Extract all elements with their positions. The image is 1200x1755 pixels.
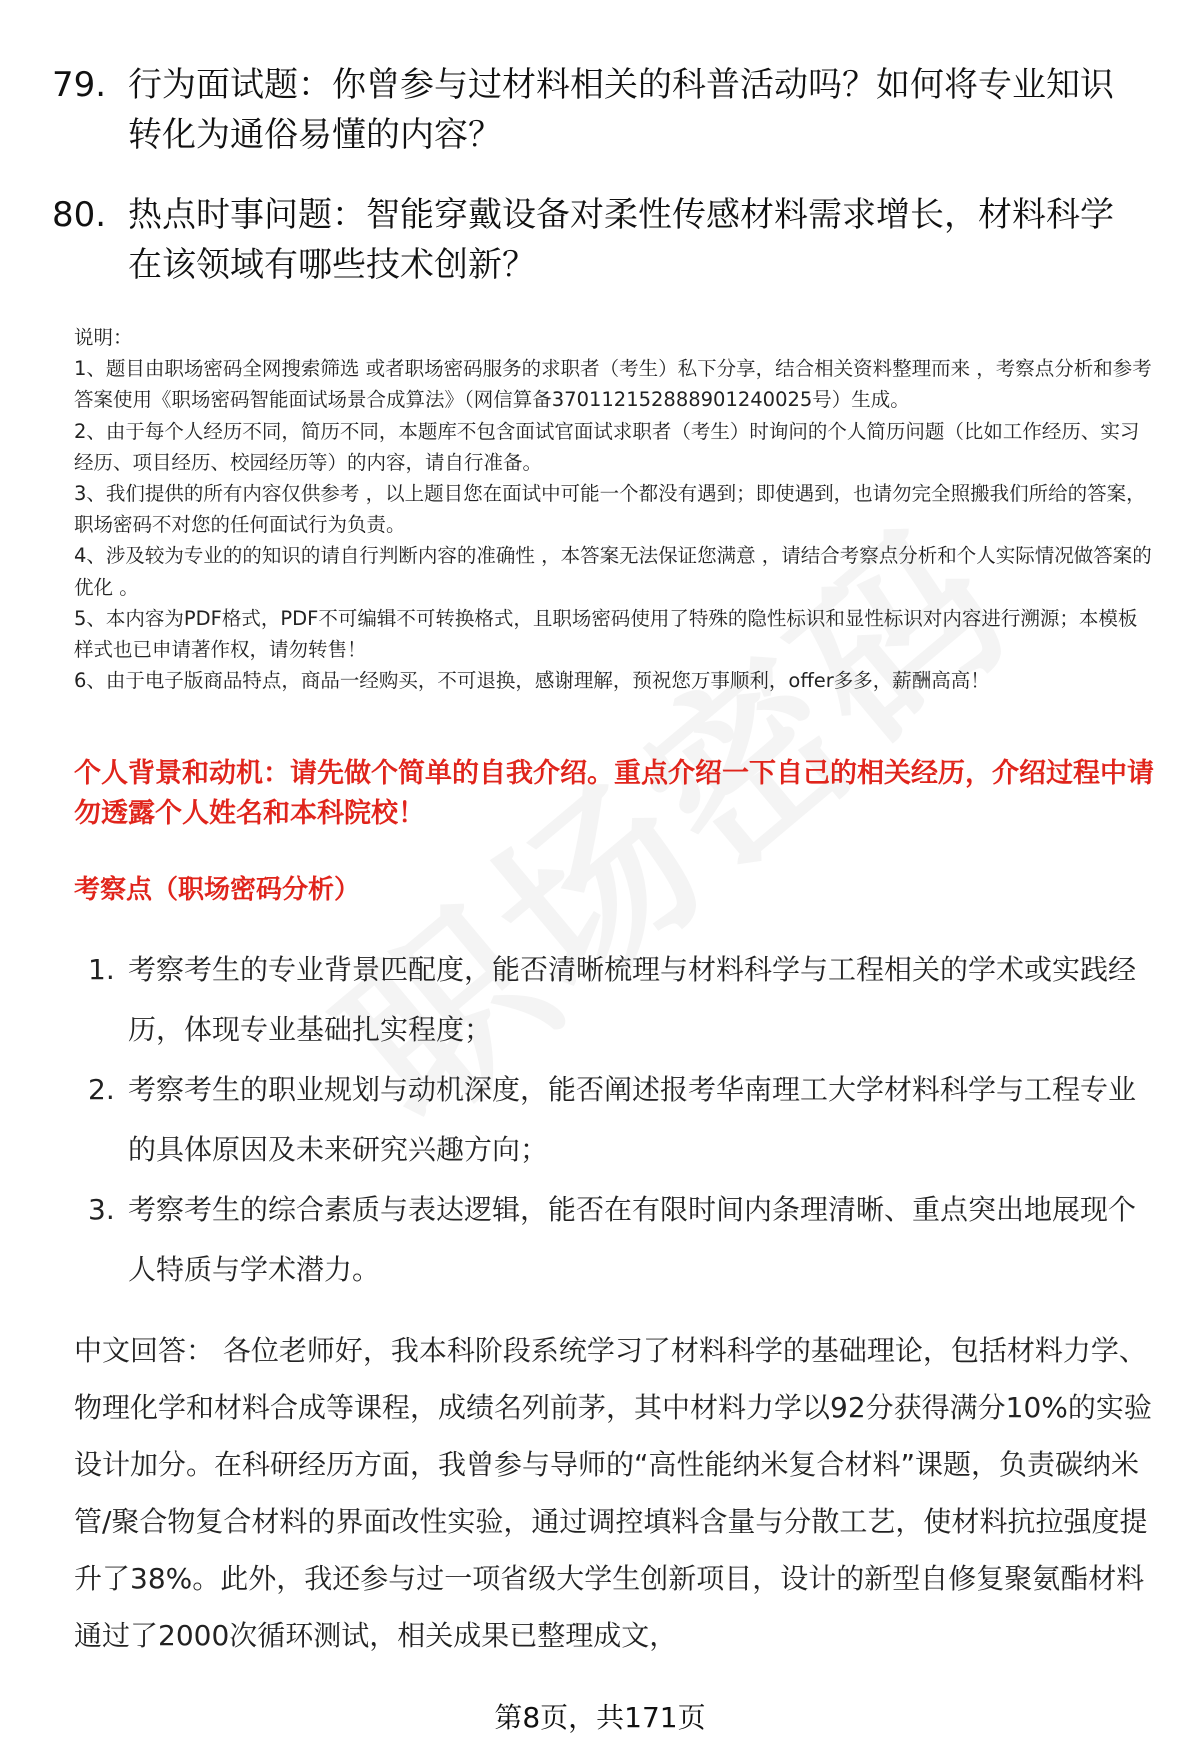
background-question: 个人背景和动机：请先做个简单的自我介绍。重点介绍一下自己的相关经历，介绍过程中请勿透露个人姓名和本科院校！ [74,758,1154,829]
disclaimer-notes [74,322,1154,696]
notes-title: 说明： [74,326,133,349]
key-point-text: 考察考生的专业背景匹配度，能否清晰梳理与材料科学与工程相关的学术或实践经历，体现专业基础扎实程度； [128,953,1137,1046]
key-points-heading: 考察点（职场密码分析） [74,875,361,905]
key-point-number: 1. [88,953,115,986]
note-item: 4、涉及较为专业的的知识的请自行判断内容的准确性 ，本答案无法保证您满意 ，请结合考察点分析和个人实际情况做答案的优化 。 [74,544,1152,599]
key-point [80,940,1150,1060]
key-point [80,1180,1150,1300]
key-point [80,1060,1150,1180]
answer-label: 中文回答： [74,1334,215,1367]
answer-text: 各位老师好，我本科阶段系统学习了材料科学的基础理论，包括材料力学、物理化学和材料合成等课程，成绩名列前茅，其中材料力学以92分获得满分10%的实验设计加分。在科研经历方面，我曾参与导师的“高性能纳米复合材料”课题，负责碳纳米管/聚合物复合材料的界面改性实验，通过调控填料含量与分散工艺，使材料抗拉强度提升了38%。此外，我还参与过一项省级大学生创新项目，设计的新型自修复聚氨酯材料通过了2000次循环测试，相关成果已整理成文， [74,1334,1152,1652]
note-item: 3、我们提供的所有内容仅供参考 ，以上题目您在面试中可能一个都没有遇到；即使遇到，也请勿完全照搬我们所给的答案，职场密码不对您的任何面试行为负责。 [74,482,1146,537]
key-point-number: 3. [88,1193,115,1226]
note-item: 6、由于电子版商品特点，商品一经购买，不可退换，感谢理解，预祝您万事顺利，offer多多，薪酬高高！ [74,669,990,693]
question-text: 热点时事问题：智能穿戴设备对柔性传感材料需求增长，材料科学在该领域有哪些技术创新？ [128,195,1114,285]
answer-block [74,1322,1154,1664]
key-point-text: 考察考生的职业规划与动机深度，能否阐述报考华南理工大学材料科学与工程专业的具体原因及未来研究兴趣方向； [128,1073,1137,1166]
question-text: 行为面试题：你曾参与过材料相关的科普活动吗？如何将专业知识转化为通俗易懂的内容？ [128,65,1114,155]
key-point-text: 考察考生的综合素质与表达逻辑，能否在有限时间内条理清晰、重点突出地展现个人特质与学术潜力。 [128,1193,1137,1286]
question-number: 79. [52,65,107,105]
note-item: 2、由于每个人经历不同，简历不同，本题库不包含面试官面试求职者（考生）时询问的个人简历问题（比如工作经历、实习经历、项目经历、校园经历等）的内容，请自行准备。 [74,419,1140,474]
key-point-number: 2. [88,1073,115,1106]
key-points-list [80,940,1150,1300]
page-footer: 第8页，共171页 [494,1701,706,1734]
note-item: 1、题目由职场密码全网搜索筛选 或者职场密码服务的求职者（考生）私下分享，结合相关资料整理而来 ，考察点分析和参考答案使用《职场密码智能面试场景合成算法》（网信算备370112152888901240025号）生成。 [74,357,1152,412]
note-item: 5、本内容为PDF格式，PDF不可编辑不可转换格式，且职场密码使用了特殊的隐性标识和显性标识对内容进行溯源；本模板样式也已申请著作权，请勿转售！ [74,606,1138,662]
question-number: 80. [52,195,107,235]
